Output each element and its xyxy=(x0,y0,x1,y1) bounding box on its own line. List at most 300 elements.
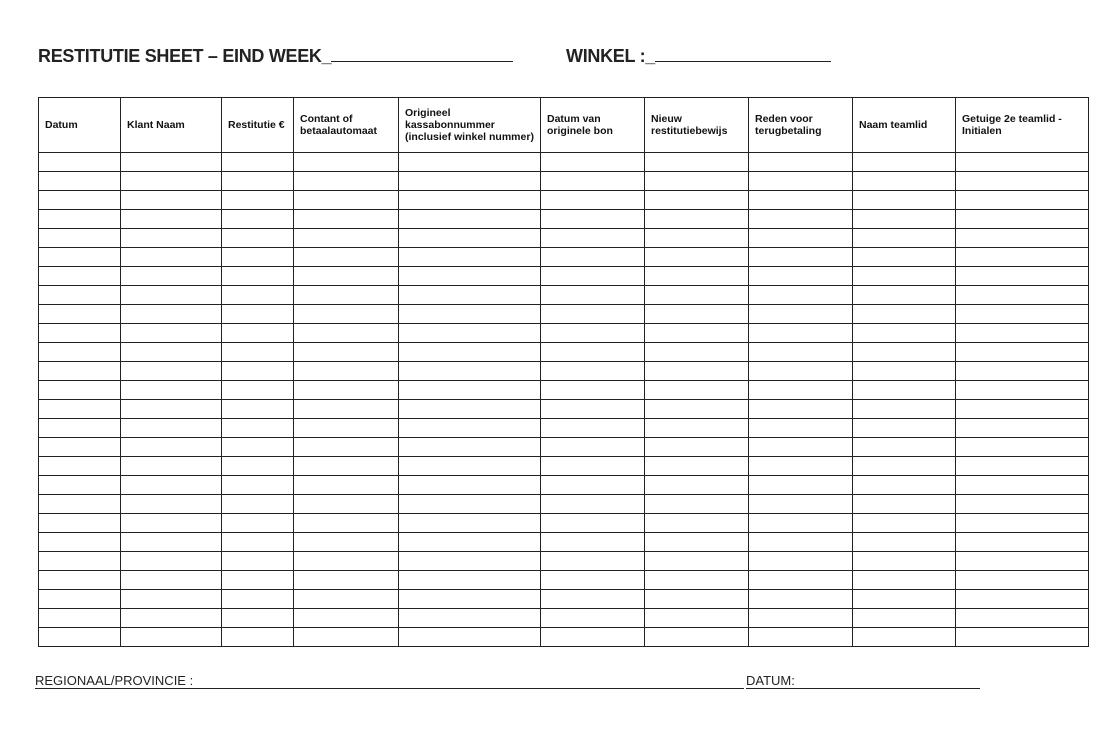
table-cell[interactable] xyxy=(853,571,956,590)
table-cell[interactable] xyxy=(121,172,222,191)
table-cell[interactable] xyxy=(853,495,956,514)
table-cell[interactable] xyxy=(294,419,399,438)
table-cell[interactable] xyxy=(749,552,853,571)
table-cell[interactable] xyxy=(853,362,956,381)
table-cell[interactable] xyxy=(541,267,645,286)
table-cell[interactable] xyxy=(39,362,121,381)
table-cell[interactable] xyxy=(645,324,749,343)
table-cell[interactable] xyxy=(749,191,853,210)
table-row xyxy=(39,305,1089,324)
table-cell[interactable] xyxy=(294,172,399,191)
table-cell[interactable] xyxy=(956,514,1089,533)
table-cell[interactable] xyxy=(294,229,399,248)
table-cell[interactable] xyxy=(222,590,294,609)
table-cell[interactable] xyxy=(294,210,399,229)
table-cell[interactable] xyxy=(956,343,1089,362)
column-header: Getuige 2e teamlid - Initialen xyxy=(956,98,1089,153)
table-cell[interactable] xyxy=(399,438,541,457)
table-cell[interactable] xyxy=(222,457,294,476)
winkel-label: WINKEL : xyxy=(566,46,646,66)
table-cell[interactable] xyxy=(541,191,645,210)
table-cell[interactable] xyxy=(39,514,121,533)
table-cell[interactable] xyxy=(399,533,541,552)
table-cell[interactable] xyxy=(121,229,222,248)
table-cell[interactable] xyxy=(749,571,853,590)
table-cell[interactable] xyxy=(39,628,121,647)
table-cell[interactable] xyxy=(39,343,121,362)
table-cell[interactable] xyxy=(39,172,121,191)
winkel-suffix: _ xyxy=(645,46,655,66)
table-cell[interactable] xyxy=(853,343,956,362)
table-cell[interactable] xyxy=(222,400,294,419)
table-row xyxy=(39,381,1089,400)
table-cell[interactable] xyxy=(399,514,541,533)
table-cell[interactable] xyxy=(39,571,121,590)
table-cell[interactable] xyxy=(121,400,222,419)
table-cell[interactable] xyxy=(399,590,541,609)
table-cell[interactable] xyxy=(121,609,222,628)
table-cell[interactable] xyxy=(399,305,541,324)
table-row xyxy=(39,324,1089,343)
table-cell[interactable] xyxy=(645,305,749,324)
table-cell[interactable] xyxy=(853,438,956,457)
table-cell[interactable] xyxy=(541,552,645,571)
table-cell[interactable] xyxy=(956,419,1089,438)
table-cell[interactable] xyxy=(294,153,399,172)
table-cell[interactable] xyxy=(222,533,294,552)
table-row xyxy=(39,419,1089,438)
table-cell[interactable] xyxy=(121,590,222,609)
table-cell[interactable] xyxy=(749,476,853,495)
regional-label: REGIONAAL/PROVINCIE : xyxy=(35,673,194,688)
table-cell[interactable] xyxy=(749,210,853,229)
table-cell[interactable] xyxy=(222,191,294,210)
table-cell[interactable] xyxy=(399,248,541,267)
table-cell[interactable] xyxy=(541,229,645,248)
table-row xyxy=(39,438,1089,457)
table-cell[interactable] xyxy=(853,191,956,210)
table-cell[interactable] xyxy=(645,533,749,552)
table-cell[interactable] xyxy=(222,438,294,457)
table-cell[interactable] xyxy=(222,514,294,533)
table-cell[interactable] xyxy=(294,514,399,533)
table-cell[interactable] xyxy=(749,419,853,438)
datum-signature-line[interactable] xyxy=(746,688,980,689)
table-cell[interactable] xyxy=(541,305,645,324)
table-cell[interactable] xyxy=(294,457,399,476)
table-cell[interactable] xyxy=(399,172,541,191)
table-cell[interactable] xyxy=(541,362,645,381)
table-cell[interactable] xyxy=(541,628,645,647)
table-cell[interactable] xyxy=(541,381,645,400)
table-cell[interactable] xyxy=(749,438,853,457)
table-cell[interactable] xyxy=(121,495,222,514)
table-cell[interactable] xyxy=(222,153,294,172)
table-cell[interactable] xyxy=(121,628,222,647)
table-cell[interactable] xyxy=(541,457,645,476)
table-cell[interactable] xyxy=(541,495,645,514)
table-cell[interactable] xyxy=(645,609,749,628)
table-cell[interactable] xyxy=(645,419,749,438)
table-cell[interactable] xyxy=(294,324,399,343)
table-cell[interactable] xyxy=(121,457,222,476)
table-cell[interactable] xyxy=(541,343,645,362)
table-cell[interactable] xyxy=(749,590,853,609)
table-cell[interactable] xyxy=(399,153,541,172)
table-cell[interactable] xyxy=(294,552,399,571)
table-cell[interactable] xyxy=(541,286,645,305)
table-cell[interactable] xyxy=(39,248,121,267)
table-cell[interactable] xyxy=(749,324,853,343)
table-cell[interactable] xyxy=(956,362,1089,381)
table-cell[interactable] xyxy=(956,476,1089,495)
table-cell[interactable] xyxy=(39,552,121,571)
table-cell[interactable] xyxy=(121,286,222,305)
table-body xyxy=(39,153,1089,647)
table-cell[interactable] xyxy=(121,552,222,571)
table-cell[interactable] xyxy=(853,324,956,343)
table-cell[interactable] xyxy=(294,533,399,552)
table-cell[interactable] xyxy=(222,286,294,305)
table-cell[interactable] xyxy=(853,419,956,438)
table-cell[interactable] xyxy=(645,571,749,590)
week-input-line[interactable] xyxy=(331,47,513,62)
table-cell[interactable] xyxy=(399,476,541,495)
table-cell[interactable] xyxy=(956,438,1089,457)
table-cell[interactable] xyxy=(294,571,399,590)
table-cell[interactable] xyxy=(399,609,541,628)
table-cell[interactable] xyxy=(749,305,853,324)
table-cell[interactable] xyxy=(222,172,294,191)
table-cell[interactable] xyxy=(749,286,853,305)
column-header: Nieuw restitutiebewijs xyxy=(645,98,749,153)
table-cell[interactable] xyxy=(956,229,1089,248)
table-cell[interactable] xyxy=(39,533,121,552)
column-header: Restitutie € xyxy=(222,98,294,153)
table-cell[interactable] xyxy=(39,153,121,172)
table-row xyxy=(39,267,1089,286)
table-cell[interactable] xyxy=(294,381,399,400)
table-cell[interactable] xyxy=(39,191,121,210)
table-cell[interactable] xyxy=(121,419,222,438)
table-cell[interactable] xyxy=(645,362,749,381)
table-cell[interactable] xyxy=(853,476,956,495)
table-cell[interactable] xyxy=(399,362,541,381)
table-cell[interactable] xyxy=(222,324,294,343)
table-cell[interactable] xyxy=(399,229,541,248)
table-cell[interactable] xyxy=(645,286,749,305)
table-cell[interactable] xyxy=(121,533,222,552)
table-cell[interactable] xyxy=(541,514,645,533)
table-cell[interactable] xyxy=(39,476,121,495)
table-cell[interactable] xyxy=(399,210,541,229)
table-row xyxy=(39,552,1089,571)
table-cell[interactable] xyxy=(121,267,222,286)
table-cell[interactable] xyxy=(541,571,645,590)
table-cell[interactable] xyxy=(222,343,294,362)
table-cell[interactable] xyxy=(294,267,399,286)
table-cell[interactable] xyxy=(956,533,1089,552)
table-cell[interactable] xyxy=(749,248,853,267)
table-cell[interactable] xyxy=(645,438,749,457)
table-cell[interactable] xyxy=(645,476,749,495)
table-cell[interactable] xyxy=(399,267,541,286)
table-cell[interactable] xyxy=(853,628,956,647)
table-cell[interactable] xyxy=(294,305,399,324)
table-row xyxy=(39,476,1089,495)
table-cell[interactable] xyxy=(749,153,853,172)
table-cell[interactable] xyxy=(222,495,294,514)
table-cell[interactable] xyxy=(39,324,121,343)
table-cell[interactable] xyxy=(399,419,541,438)
table-cell[interactable] xyxy=(121,324,222,343)
table-cell[interactable] xyxy=(121,476,222,495)
table-cell[interactable] xyxy=(541,210,645,229)
table-cell[interactable] xyxy=(853,286,956,305)
table-cell[interactable] xyxy=(645,514,749,533)
table-cell[interactable] xyxy=(222,609,294,628)
table-cell[interactable] xyxy=(399,343,541,362)
table-cell[interactable] xyxy=(956,267,1089,286)
table-cell[interactable] xyxy=(853,305,956,324)
title-suffix: _ xyxy=(321,46,332,66)
table-cell[interactable] xyxy=(645,229,749,248)
table-cell[interactable] xyxy=(853,172,956,191)
table-cell[interactable] xyxy=(39,438,121,457)
table-cell[interactable] xyxy=(399,286,541,305)
table-cell[interactable] xyxy=(956,495,1089,514)
table-cell[interactable] xyxy=(39,305,121,324)
table-cell[interactable] xyxy=(399,324,541,343)
table-cell[interactable] xyxy=(956,457,1089,476)
table-cell[interactable] xyxy=(956,286,1089,305)
table-cell[interactable] xyxy=(39,495,121,514)
table-row xyxy=(39,609,1089,628)
table-cell[interactable] xyxy=(222,210,294,229)
winkel-input-line[interactable] xyxy=(655,47,831,62)
table-row xyxy=(39,628,1089,647)
table-cell[interactable] xyxy=(121,343,222,362)
table-cell[interactable] xyxy=(541,400,645,419)
table-cell[interactable] xyxy=(294,400,399,419)
table-cell[interactable] xyxy=(541,533,645,552)
table-cell[interactable] xyxy=(399,495,541,514)
table-cell[interactable] xyxy=(956,628,1089,647)
table-row xyxy=(39,400,1089,419)
table-cell[interactable] xyxy=(541,438,645,457)
table-cell[interactable] xyxy=(956,172,1089,191)
table-cell[interactable] xyxy=(749,381,853,400)
table-cell[interactable] xyxy=(399,571,541,590)
table-cell[interactable] xyxy=(39,229,121,248)
table-cell[interactable] xyxy=(222,267,294,286)
table-cell[interactable] xyxy=(853,514,956,533)
table-row xyxy=(39,229,1089,248)
table-cell[interactable] xyxy=(222,305,294,324)
table-row xyxy=(39,343,1089,362)
table-cell[interactable] xyxy=(294,628,399,647)
table-cell[interactable] xyxy=(956,210,1089,229)
table-cell[interactable] xyxy=(749,362,853,381)
table-cell[interactable] xyxy=(121,362,222,381)
regional-signature-line[interactable] xyxy=(35,688,744,689)
table-cell[interactable] xyxy=(853,248,956,267)
column-header: Reden voor terugbetaling xyxy=(749,98,853,153)
table-cell[interactable] xyxy=(956,381,1089,400)
table-cell[interactable] xyxy=(39,267,121,286)
table-cell[interactable] xyxy=(956,590,1089,609)
table-cell[interactable] xyxy=(39,286,121,305)
table-cell[interactable] xyxy=(749,172,853,191)
table-cell[interactable] xyxy=(541,153,645,172)
table-cell[interactable] xyxy=(956,191,1089,210)
table-cell[interactable] xyxy=(222,362,294,381)
table-cell[interactable] xyxy=(222,628,294,647)
table-cell[interactable] xyxy=(956,248,1089,267)
table-row xyxy=(39,286,1089,305)
table-cell[interactable] xyxy=(39,381,121,400)
table-cell[interactable] xyxy=(39,590,121,609)
table-row xyxy=(39,153,1089,172)
table-cell[interactable] xyxy=(222,381,294,400)
table-cell[interactable] xyxy=(645,267,749,286)
table-cell[interactable] xyxy=(121,210,222,229)
table-cell[interactable] xyxy=(853,267,956,286)
table-cell[interactable] xyxy=(399,381,541,400)
table-cell[interactable] xyxy=(853,210,956,229)
table-cell[interactable] xyxy=(541,324,645,343)
table-cell[interactable] xyxy=(645,210,749,229)
table-cell[interactable] xyxy=(645,343,749,362)
table-cell[interactable] xyxy=(645,628,749,647)
table-cell[interactable] xyxy=(541,172,645,191)
table-cell[interactable] xyxy=(853,400,956,419)
table-cell[interactable] xyxy=(399,457,541,476)
table-cell[interactable] xyxy=(749,495,853,514)
table-cell[interactable] xyxy=(853,552,956,571)
table-cell[interactable] xyxy=(541,419,645,438)
table-cell[interactable] xyxy=(853,229,956,248)
table-cell[interactable] xyxy=(749,267,853,286)
table-cell[interactable] xyxy=(956,305,1089,324)
table-cell[interactable] xyxy=(749,229,853,248)
table-row xyxy=(39,571,1089,590)
table-row xyxy=(39,533,1089,552)
table-cell[interactable] xyxy=(645,381,749,400)
table-cell[interactable] xyxy=(222,229,294,248)
table-cell[interactable] xyxy=(399,191,541,210)
table-cell[interactable] xyxy=(399,628,541,647)
table-cell[interactable] xyxy=(645,400,749,419)
table-cell[interactable] xyxy=(121,571,222,590)
table-cell[interactable] xyxy=(222,419,294,438)
table-cell[interactable] xyxy=(294,590,399,609)
column-header: Naam teamlid xyxy=(853,98,956,153)
table-cell[interactable] xyxy=(39,400,121,419)
table-cell[interactable] xyxy=(294,438,399,457)
table-cell[interactable] xyxy=(749,609,853,628)
table-cell[interactable] xyxy=(294,362,399,381)
table-cell[interactable] xyxy=(121,248,222,267)
table-row xyxy=(39,590,1089,609)
table-cell[interactable] xyxy=(294,248,399,267)
table-cell[interactable] xyxy=(399,552,541,571)
table-cell[interactable] xyxy=(121,514,222,533)
table-cell[interactable] xyxy=(39,457,121,476)
table-cell[interactable] xyxy=(749,628,853,647)
table-cell[interactable] xyxy=(645,457,749,476)
table-cell[interactable] xyxy=(853,381,956,400)
table-cell[interactable] xyxy=(222,552,294,571)
table-row xyxy=(39,210,1089,229)
table-cell[interactable] xyxy=(121,191,222,210)
table-cell[interactable] xyxy=(645,590,749,609)
table-cell[interactable] xyxy=(39,210,121,229)
table-cell[interactable] xyxy=(121,438,222,457)
table-cell[interactable] xyxy=(956,571,1089,590)
table-cell[interactable] xyxy=(222,571,294,590)
table-cell[interactable] xyxy=(39,609,121,628)
table-cell[interactable] xyxy=(294,495,399,514)
table-cell[interactable] xyxy=(541,476,645,495)
table-cell[interactable] xyxy=(645,552,749,571)
column-header: Datum van originele bon xyxy=(541,98,645,153)
table-cell[interactable] xyxy=(645,248,749,267)
table-cell[interactable] xyxy=(749,457,853,476)
table-cell[interactable] xyxy=(956,324,1089,343)
table-row xyxy=(39,172,1089,191)
table-cell[interactable] xyxy=(294,286,399,305)
table-cell[interactable] xyxy=(39,419,121,438)
column-header: Klant Naam xyxy=(121,98,222,153)
table-cell[interactable] xyxy=(399,400,541,419)
table-cell[interactable] xyxy=(645,153,749,172)
table-cell[interactable] xyxy=(541,590,645,609)
table-cell[interactable] xyxy=(121,381,222,400)
table-cell[interactable] xyxy=(294,343,399,362)
table-cell[interactable] xyxy=(294,191,399,210)
table-cell[interactable] xyxy=(645,191,749,210)
table-cell[interactable] xyxy=(121,153,222,172)
table-cell[interactable] xyxy=(749,514,853,533)
table-cell[interactable] xyxy=(956,153,1089,172)
table-cell[interactable] xyxy=(956,609,1089,628)
table-cell[interactable] xyxy=(956,552,1089,571)
winkel-field xyxy=(566,46,831,67)
table-cell[interactable] xyxy=(294,476,399,495)
table-cell[interactable] xyxy=(645,495,749,514)
table-cell[interactable] xyxy=(645,172,749,191)
table-cell[interactable] xyxy=(541,248,645,267)
table-cell[interactable] xyxy=(749,343,853,362)
table-cell[interactable] xyxy=(853,590,956,609)
table-cell[interactable] xyxy=(853,533,956,552)
table-cell[interactable] xyxy=(853,609,956,628)
table-cell[interactable] xyxy=(222,476,294,495)
table-cell[interactable] xyxy=(749,400,853,419)
table-cell[interactable] xyxy=(222,248,294,267)
datum-label: DATUM: xyxy=(746,673,795,688)
table-cell[interactable] xyxy=(121,305,222,324)
table-cell[interactable] xyxy=(294,609,399,628)
table-cell[interactable] xyxy=(853,153,956,172)
table-row xyxy=(39,514,1089,533)
table-cell[interactable] xyxy=(956,400,1089,419)
table-cell[interactable] xyxy=(853,457,956,476)
table-row xyxy=(39,495,1089,514)
table-cell[interactable] xyxy=(749,533,853,552)
table-cell[interactable] xyxy=(541,609,645,628)
